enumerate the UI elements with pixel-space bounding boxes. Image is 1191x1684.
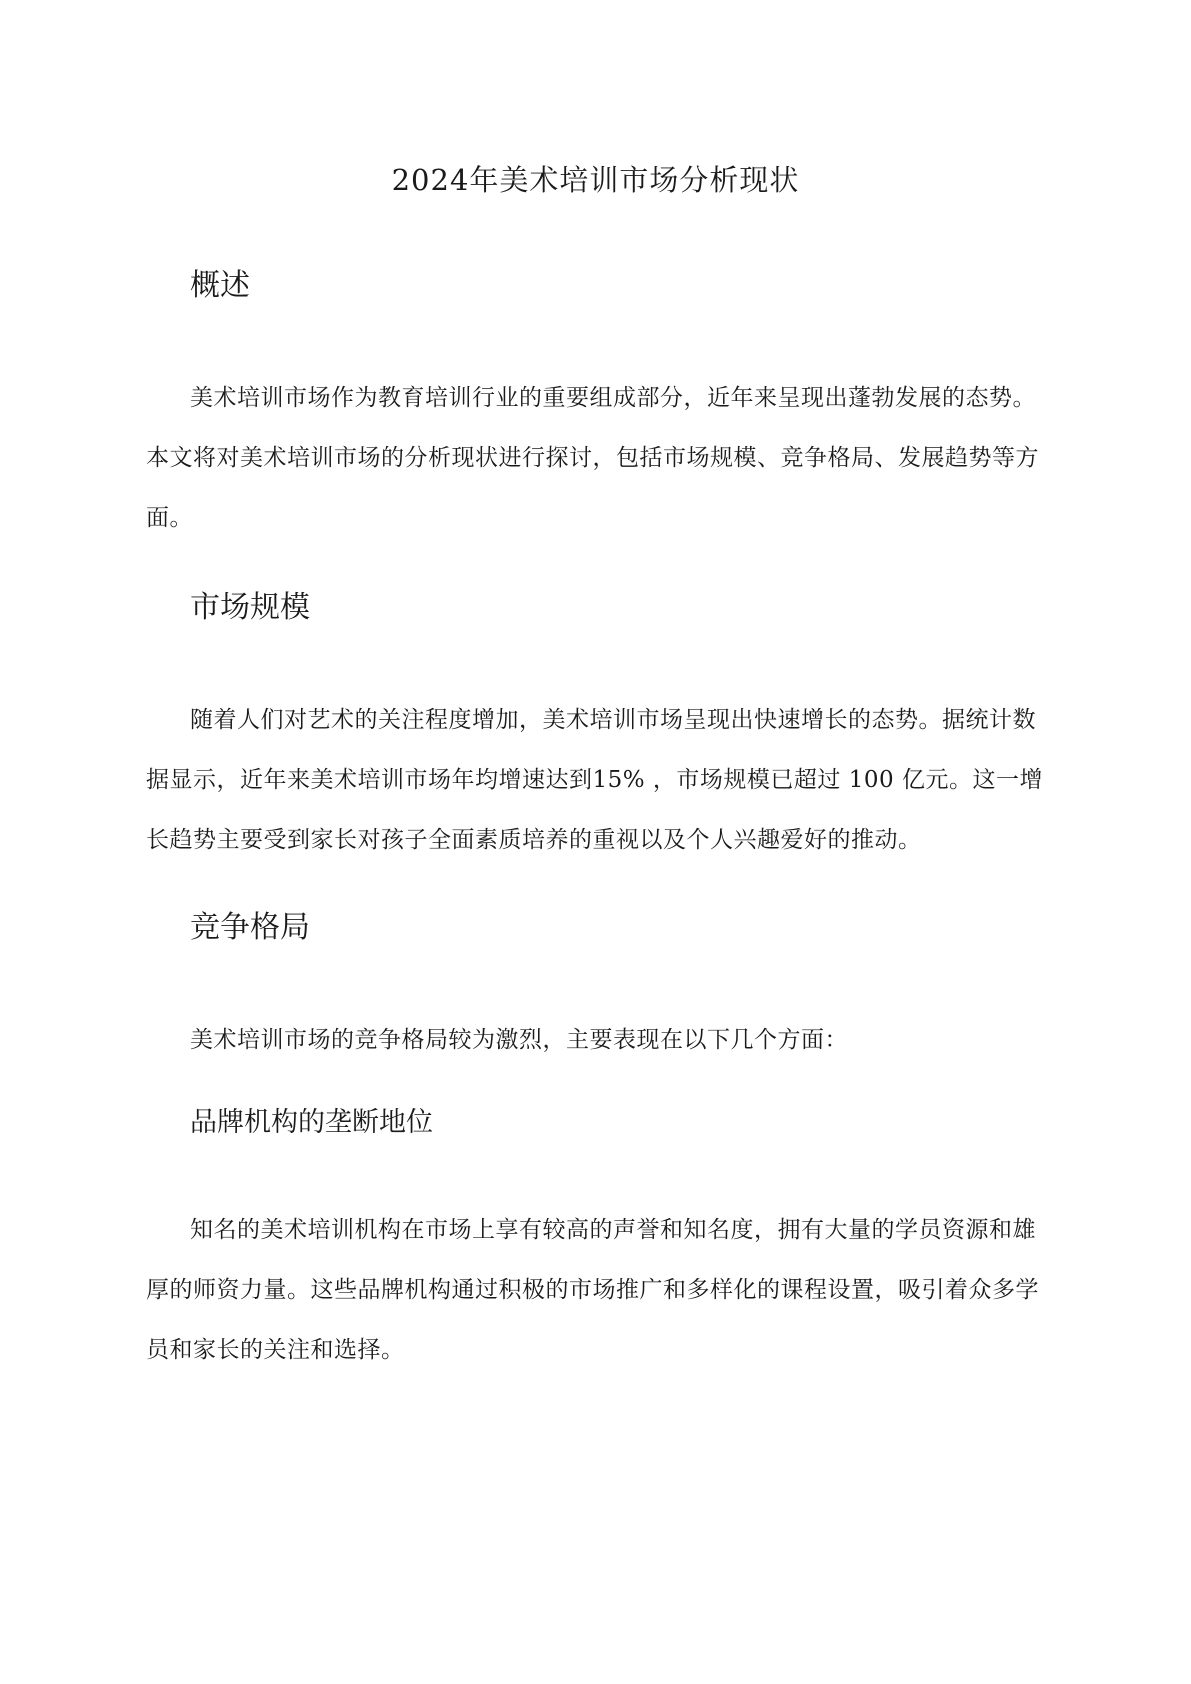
section-heading-market-size: 市场规模 [190, 590, 310, 625]
section-paragraph-overview: 美术培训市场作为教育培训行业的重要组成部分，近年来呈现出蓬勃发展的态势。本文将对美术培训市场的分析现状进行探讨，包括市场规模、竞争格局、发展趋势等方面。 [146, 385, 1039, 531]
section-heading-overview: 概述 [190, 268, 250, 303]
section-paragraph-competition: 美术培训市场的竞争格局较为激烈，主要表现在以下几个方面： [190, 1027, 848, 1053]
section-heading-brand-monopoly: 品牌机构的垄断地位 [190, 1107, 433, 1138]
section-heading-competition: 竞争格局 [190, 910, 310, 945]
section-paragraph-brand-monopoly: 知名的美术培训机构在市场上享有较高的声誉和知名度，拥有大量的学员资源和雄厚的师资力量。这些品牌机构通过积极的市场推广和多样化的课程设置，吸引着众多学员和家长的关注和选择。 [146, 1217, 1039, 1363]
section-paragraph-market-size: 随着人们对艺术的关注程度增加，美术培训市场呈现出快速增长的态势。据统计数据显示，近年来美术培训市场年均增速达到15% ，市场规模已超过 100 亿元。这一增长趋势主要受到家长对孩子全面素质培养的重视以及个人兴趣爱好的推动。 [146, 707, 1043, 853]
document-title: 2024年美术培训市场分析现状 [391, 163, 800, 197]
